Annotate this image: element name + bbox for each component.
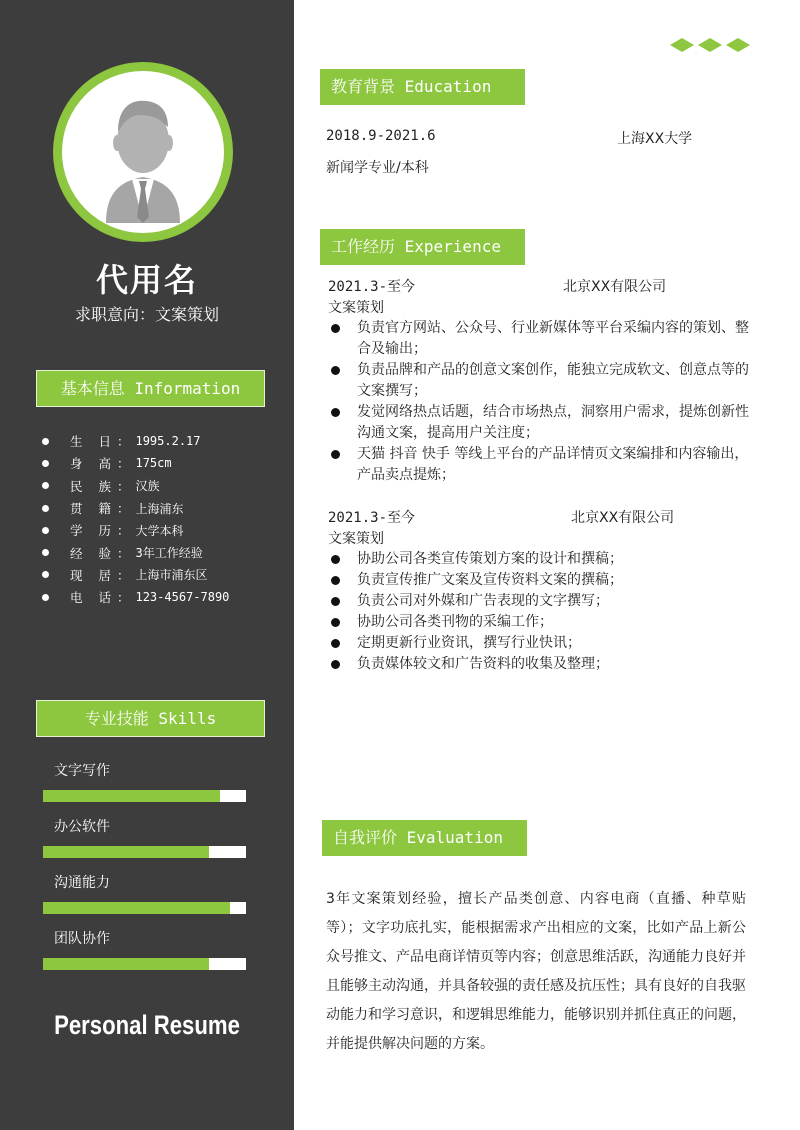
list-item: 负责媒体较文和广告资料的收集及整理； — [328, 654, 758, 675]
info-item: 生 日： 1995.2.17 — [42, 430, 229, 452]
info-list — [42, 430, 229, 608]
info-item: 学 历： 大学本科 — [42, 519, 229, 541]
job-entry — [328, 507, 758, 675]
skill-name: 文字写作 — [54, 763, 110, 779]
list-item: 负责宣传推广文案及宣传资料文案的撰稿； — [328, 570, 758, 591]
job-duties — [328, 549, 758, 675]
bullet-icon — [42, 482, 49, 489]
education-major: 新闻学专业/本科 — [326, 160, 429, 176]
skill-name: 团队协作 — [54, 931, 110, 947]
info-item: 贯 籍： 上海浦东 — [42, 497, 229, 519]
skills-heading: 专业技能 Skills — [36, 700, 265, 737]
diamond-icon — [670, 38, 694, 52]
bullet-icon — [42, 527, 49, 534]
personal-resume-title: Personal Resume — [54, 1010, 240, 1040]
list-item: 发觉网络热点话题，结合市场热点，洞察用户需求，提炼创新性沟通文案，提高用户关注度； — [328, 402, 758, 444]
list-item: 负责品牌和产品的创意文案创作，能独立完成软文、创意点等的文案撰写； — [328, 360, 758, 402]
education-date: 2018.9-2021.6 — [326, 128, 436, 144]
job-entry — [328, 276, 758, 486]
skill-bar — [43, 790, 246, 802]
bullet-icon — [42, 549, 49, 556]
job-date: 2021.3-至今 — [328, 510, 416, 526]
skill-name: 沟通能力 — [54, 875, 110, 891]
skill-fill — [43, 902, 230, 914]
experience-heading: 工作经历 Experience — [320, 229, 525, 265]
info-item: 经 验： 3年工作经验 — [42, 541, 229, 563]
list-item: 协助公司各类刊物的采编工作； — [328, 612, 758, 633]
info-item: 身 高： 175cm — [42, 452, 229, 474]
info-item: 现 居： 上海市浦东区 — [42, 564, 229, 586]
skill-bar — [43, 958, 246, 970]
job-title: 文案策划 — [328, 531, 384, 547]
diamond-icon — [698, 38, 722, 52]
info-item: 民 族： 汉族 — [42, 475, 229, 497]
job-intent: 求职意向：文案策划 — [74, 305, 219, 324]
job-title: 文案策划 — [328, 300, 384, 316]
job-company: 北京XX有限公司 — [571, 510, 675, 526]
skill-fill — [43, 790, 220, 802]
evaluation-heading: 自我评价 Evaluation — [322, 820, 527, 856]
info-item: 电 话： 123-4567-7890 — [42, 586, 229, 608]
skill-bar — [43, 902, 246, 914]
user-avatar-icon — [62, 71, 224, 233]
skill-fill — [43, 958, 209, 970]
education-heading: 教育背景 Education — [320, 69, 525, 105]
diamond-icon — [726, 38, 750, 52]
sidebar — [0, 0, 294, 1130]
job-duties — [328, 318, 758, 486]
bullet-icon — [42, 438, 49, 445]
list-item: 负责官方网站、公众号、行业新媒体等平台采编内容的策划、整合及输出； — [328, 318, 758, 360]
list-item: 天猫 抖音 快手 等线上平台的产品详情页文案编排和内容输出，产品卖点提炼； — [328, 444, 758, 486]
evaluation-text: 3年文案策划经验，擅长产品类创意、内容电商（直播、种草贴等）；文字功底扎实，能根据需求产出相应的文案，比如产品上新公众号推文、产品电商详情页等内容；创意思维活跃，沟通能力良好并且能够主动沟通，并具备较强的责任感及抗压性；具有良好的自我驱动能力和学习意识，和逻辑思维能力，能够识别并抓住真正的问题，并能提供解决问题的方案。 — [326, 891, 746, 1052]
bullet-icon — [42, 460, 49, 467]
skill-bar — [43, 846, 246, 858]
skill-name: 办公软件 — [54, 819, 110, 835]
job-date: 2021.3-至今 — [328, 279, 416, 295]
bullet-icon — [42, 571, 49, 578]
list-item: 定期更新行业资讯，撰写行业快讯； — [328, 633, 758, 654]
list-item: 协助公司各类宣传策划方案的设计和撰稿； — [328, 549, 758, 570]
avatar — [53, 62, 233, 242]
bullet-icon — [42, 505, 49, 512]
bullet-icon — [42, 594, 49, 601]
list-item: 负责公司对外媒和广告表现的文字撰写； — [328, 591, 758, 612]
skill-fill — [43, 846, 209, 858]
education-school: 上海XX大学 — [617, 131, 693, 147]
info-heading: 基本信息 Information — [36, 370, 265, 407]
job-company: 北京XX有限公司 — [563, 279, 667, 295]
candidate-name: 代用名 — [95, 261, 198, 299]
decorative-diamonds — [670, 38, 752, 54]
